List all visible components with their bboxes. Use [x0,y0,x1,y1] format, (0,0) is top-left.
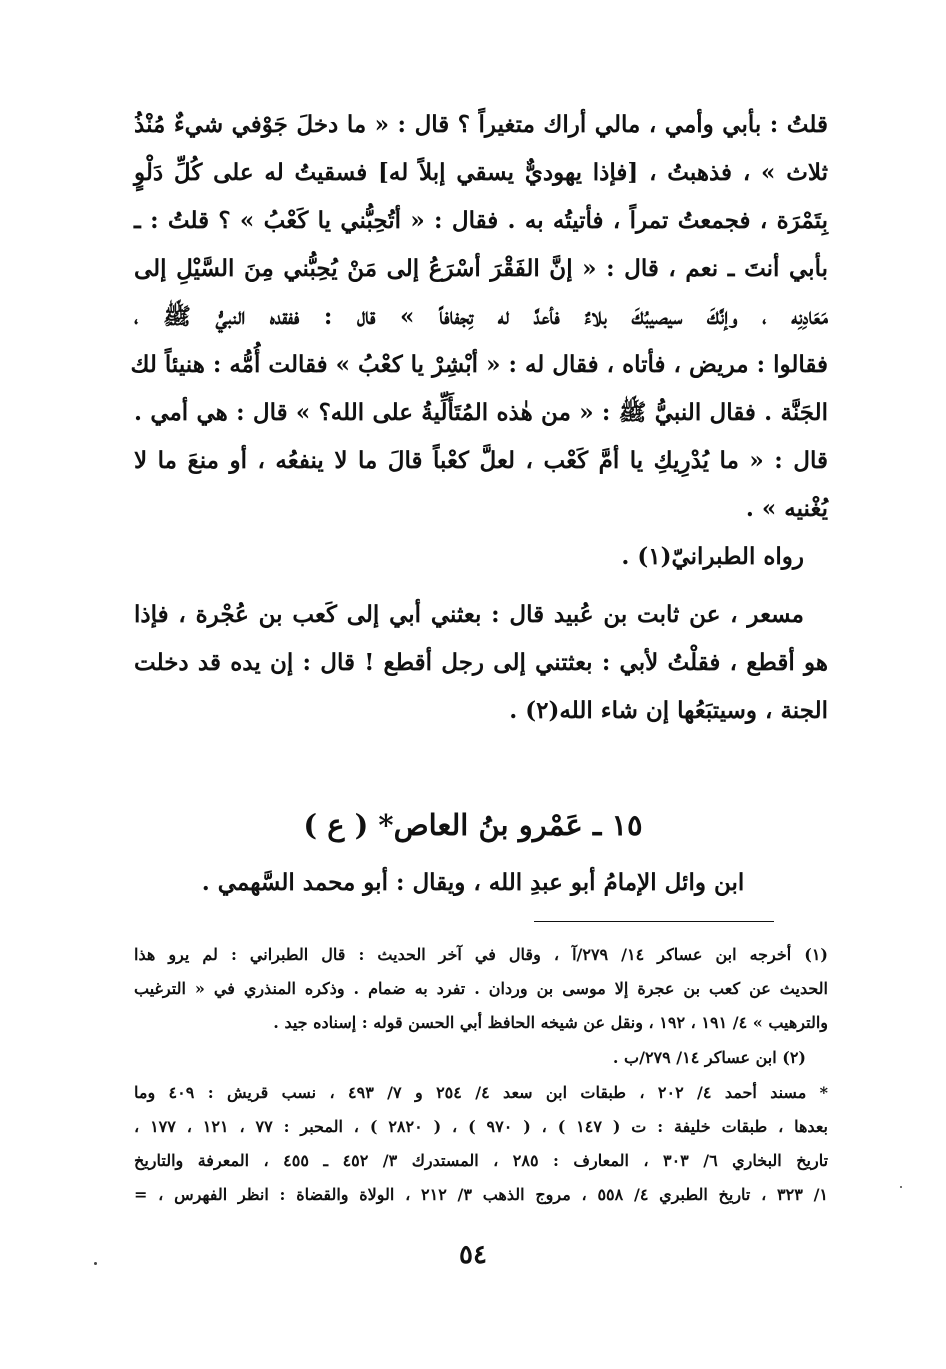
page-number: ٥٤ [459,1240,487,1270]
scan-speck [94,1262,97,1265]
text-line: مسعر ، عن ثابت بن عُبيد قال : بعثني أبي إلى كَعب بن عُجْرة ، فإذا [134,601,804,628]
footnote-line: ١/ ٣٢٣ ، تاريخ الطبري ٤/ ٥٥٨ ، مروج الذهب ٣/ ٢١٢ ، الولاة والقضاة : انظر الفهرس ، = [134,1185,829,1204]
text-line: ثلاث » ، فذهبتُ ، [فإذا يهوديٌّ يسقي إبلاً له] فسقيتُ له على كُلِّ دَلْوٍ [134,159,828,186]
attribution-tabarani: رواه الطبرانيّ(١) . [621,543,804,570]
footnote-line: الحديث عن كعب بن عجرة إلا موسى بن وردان . تفرد به ضمام . وذكره المنذري في « الترغيب [134,979,828,998]
text-line: قلتُ : بأبي وأمي ، مالي أراك متغيراً ؟ قال : « ما دخلَ جَوْفي شيءٌ مُنْذُ [134,111,828,138]
footnote-line: * مسند أحمد ٤/ ٢٠٢ ، طبقات ابن سعد ٤/ ٢٥٤ و ٧/ ٤٩٣ ، نسب قريش : ٤٠٩ وما [134,1083,828,1102]
text-line: هو أقطع ، فقلْتُ لأبي : بعثتني إلى رجل أقطع ! قال : إن يده قد دخلت [134,649,828,676]
text-line: مَعَادِنِه ، وإنَّكَ سيصيبُكَ بلاءٌ فأعدَّ له تِجفافاً » قال : ففقده النبيُّ ﷺ ، [134,303,828,330]
footnote-line: (٢) ابن عساكر ١٤/ ٢٧٩/ب . [612,1048,806,1067]
text-line: فقالوا : مريض ، فأتاه ، فقال له : « أبْشِرْ يا كعْبُ » فقالت أُمُّه : هنيئاً لك [130,351,828,378]
paragraph-misar [134,591,828,735]
paragraph-kaab-story [130,101,828,581]
footnote-line: تاريخ البخاري ٦/ ٣٠٣ ، المعارف : ٢٨٥ ، المستدرك ٣/ ٤٥٢ ـ ٤٥٥ ، المعرفة والتاريخ [134,1151,829,1170]
text-line: بِتَمْرَة ، فجمعتُ تمراً ، فأتيتُه به . فقال : « أتُحِبُّني يا كَعْبُ » ؟ قلتُ : ـ [134,207,828,234]
text-line: الجَنَّة . فقال النبيُّ ﷺ : « من هٰذه المُتَأَلِّيةُ على الله؟ » قال : هي أمي . [134,399,828,426]
text-line: قال : « ما يُدْرِيكِ يا أمَّ كَعْب ، لعلَّ كعْباً قالَ ما لا ينفعُه ، أو منعَ ما لا [134,447,828,474]
text-line: يُغْنيه » . [745,495,828,522]
section-heading: ١٥ ـ عَمْرو بنُ العاص* ( ع ) [303,808,643,842]
scan-speck [900,1186,902,1188]
text-line: الجنة ، وسيتبَعُها إن شاء الله(٢) . [509,697,828,724]
text-line: بأبي أنتَ ـ نعم ، قال : « إنَّ الفَقْرَ أسْرَعُ إلى مَنْ يُحِبُّني مِنَ السَّيْلِ إلى [134,255,828,282]
footnote-line: والترهيب » ٤/ ١٩١ ، ١٩٢ ، ونقل عن شيخه الحافظ أبي الحسن قوله : إسناده جيد . [273,1013,828,1032]
section-subheading: ابن وائل الإمامُ أبو عبدِ الله ، ويقال : أبو محمد السَّهمي . [201,869,745,896]
footnote-line: بعدها ، طبقات خليفة : ت ( ١٤٧ ) ، ( ٩٧٠ ) ، ( ٢٨٢٠ ) ، المحبر : ٧٧ ، ١٢١ ، ١٧٧ ، [134,1117,828,1136]
footnote-separator [534,921,774,922]
footnote-line: (١) أخرجه ابن عساكر ١٤/ ٢٧٩/آ ، وقال في آخر الحديث : قال الطبراني : لم يرو هذا [134,945,828,964]
